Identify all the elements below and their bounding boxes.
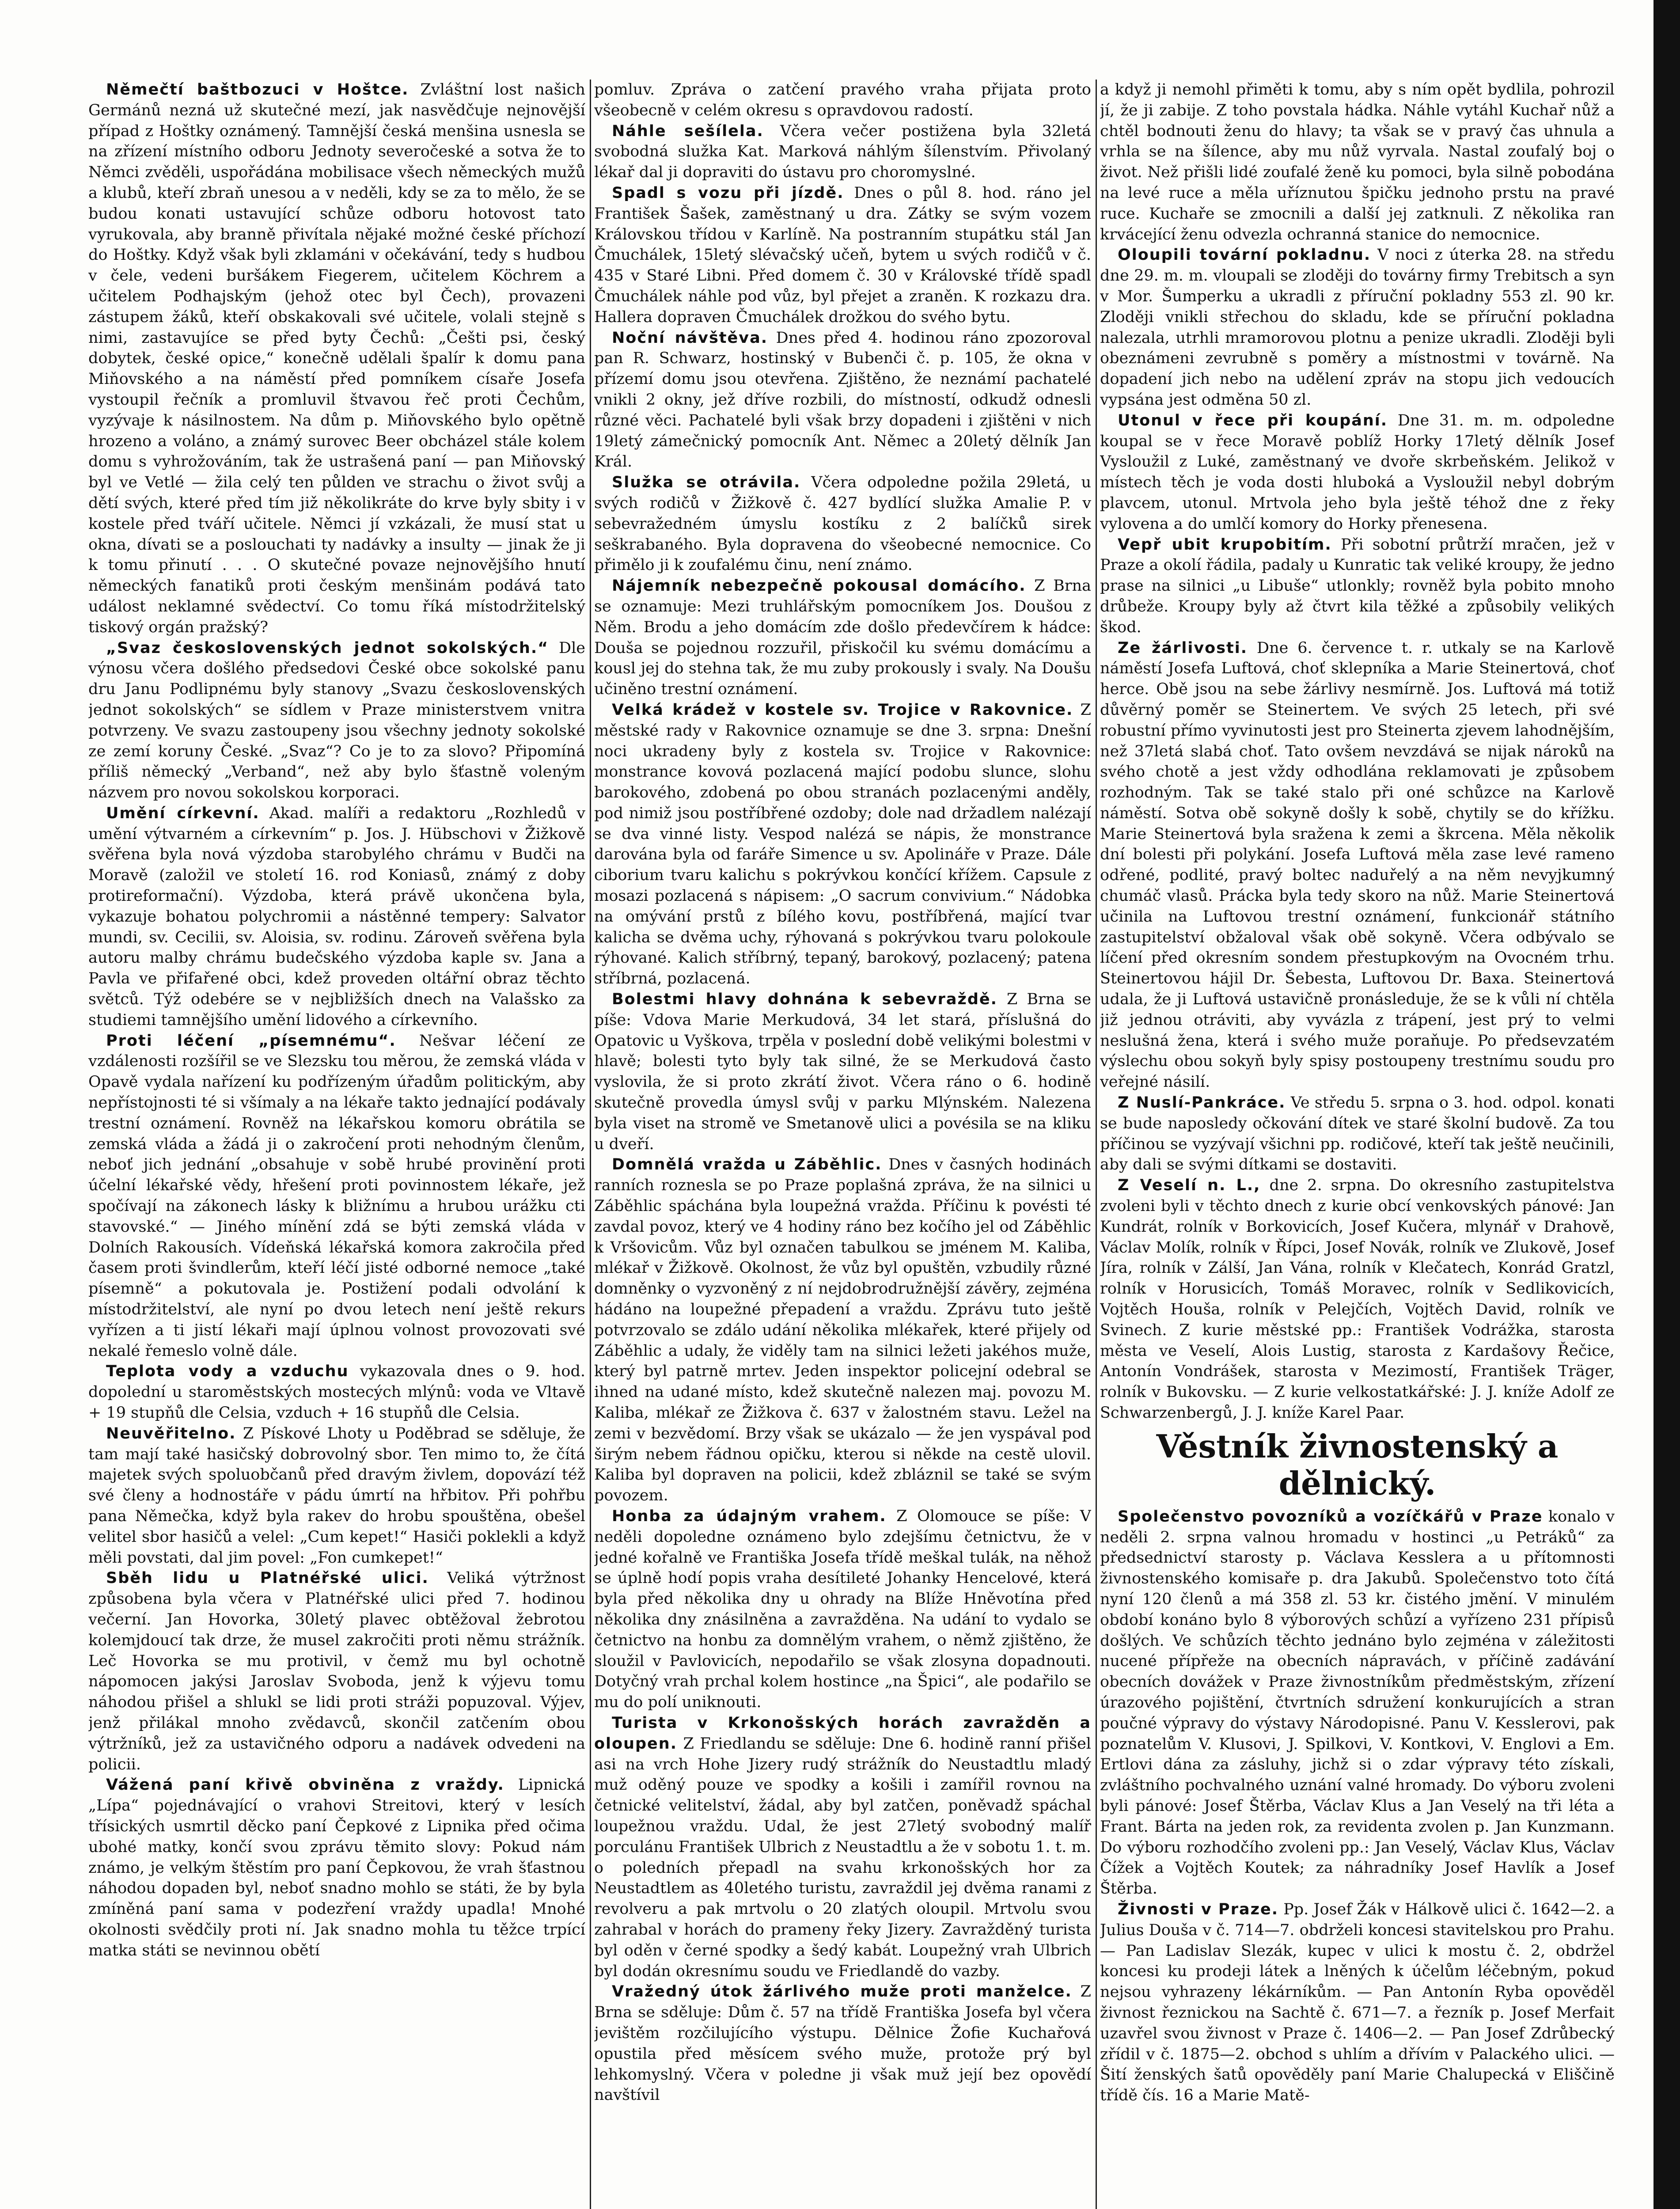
article: [594, 328, 1091, 473]
article-headline: Sběh lidu u Platnéřské ulici.: [106, 1569, 429, 1587]
article: [1100, 1899, 1615, 2106]
article-body: Z městské rady v Rakovnice oznamuje se dne 3. srpna: Dnešní noci ukradeny byly z kostela sv. Trojice v Rakovnice: monstrance kovová pozlacená mající podobu slunce, slohu barokového, zdobená po obou stranách pozlacenými anděly, pod nimiž jsou postříbřené ozdoby; dole nad držadlem nalézají se dva vinné listy. Vespod nalézá se nápis, že monstrance darována byla od faráře Simence u sv. Apolináře v Praze. Dále ciborium tvaru kalichu s pokrývkou končící křížem. Capsule z mosazi pozlacená s nápisem: „O sacrum convivium.“ Nádobka na omývání prstů z bílého kovu, postříbřená, mající tvar kalicha se dvěma uchy, rýhovaná s pokrývkou tvaru polokoule rýhované. Kalich stříbrný, tepaný, barokový, pozlacený; patena stříbrná, pozlacená.: [594, 701, 1091, 988]
column-3: [1100, 80, 1615, 2209]
article: [1100, 1093, 1615, 1175]
article-body: V noci z úterka 28. na středu dne 29. m. m. vloupali se zloději do továrny firmy Trebitsch a syn v Mor. Šumperku a ukradli z příruční pokladny 553 zl. 90 kr. Zloději vnikli střechou do skladu, kde se příruční pokladna nalezala, utrhli mramorovou plotnu a penize ukradli. Zloději byli obeznámeni zevrubně s poměry a místnostmi v továrně. Na dopadení jich nebo na udělení zpráv na stopu jich vedoucích vypsána jest odměna 50 zl.: [1100, 246, 1615, 409]
article-body: konalo v neděli 2. srpna valnou hromadu v hostinci „u Petráků“ za předsednictví starosty p. Václava Kesslera a u přítomnosti živnostenského komisaře p. dra Jakubů. Společenstvo toto čítá nyní 120 členů a má 358 zl. 53 kr. čistého jmění. V minulém období konáno bylo 8 výborových schůzí a vyřízeno 231 přípisů došlých. Ve schůzích těchto jednáno bylo zejména v záležitosti nucené přípřeže na obecních nápravách, v příčině zadávání obecních dovážek v Praze živnostníkům předměstským, zřízení úrazového pojištění, čtvrtních sdružení konkurujících a stran poučné výpravy do výstavy Národopisné. Panu V. Kesslerovi, pak poznatelům V. Klusovi, J. Spilkovi, V. Kontkovi, V. Englovi a Em. Ertlovi dána za zásluhy, jichž si o zdar výpravy této získali, zvláštního pochvalného uznání valné hromady. Do výboru zvoleni byli pánové: Josef Štěrba, Václav Klus a Jan Veselý na tři léta a Frant. Bárta na jeden rok, za revidenta zvolen p. Jan Kunzmann. Do výboru rozhodčího zvoleni pp.: Jan Veselý, Václav Klus, Václav Čížek a Vojtěch Koutek; za náhradníky Josef Havlík a Josef Štěrba.: [1100, 1507, 1615, 1898]
article-headline: Oloupili tovární pokladnu.: [1118, 246, 1371, 264]
article-headline: Noční návštěva.: [612, 329, 768, 347]
article: [1100, 1507, 1615, 1899]
article-headline: Bolestmi hlavy dohnána k sebevraždě.: [612, 991, 997, 1009]
article-body: Dle výnosu včera došlého předsedovi České obce sokolské panu dru Janu Podlipnému byly stanovy „Svazu československých jednot sokolských“ se sídlem v Praze ministerstvem vnitra potvrzeny. Ve svazu zastoupeny jsou všechny jednoty sokolské ze zemí koruny České. „Svaz“? Co je to za slovo? Připomíná příliš německý „Verband“, než aby bylo šťastně voleným názvem pro novou sokolskou korporaci.: [88, 639, 585, 802]
article: [88, 1031, 585, 1362]
article: [1100, 535, 1615, 638]
article-headline: Spadl s vozu při jízdě.: [612, 184, 844, 202]
article-headline: Honba za údajným vrahem.: [612, 1507, 887, 1525]
article-body: Dne 6. července t. r. utkaly se na Karlově náměstí Josefa Luftová, choť sklepníka a Marie Steinertová, choť herce. Obě jsou na sebe žárlivy nesmírně. Jos. Luftová má totiž důvěrný poměr se Steinertem. Ve svých 25 letech, při své robustní přímo vyvinutosti jest pro Steinerta zjevem lahodnějším, než 37letá slabá choť. Tato ovšem nevzdává se nijak nároků na svého chotě a jest vždy odhodlána reklamovati je způsobem rozhodným. Tak se také stalo při oné schůzce na Karlově náměstí. Sotva obě sokyně došly k sobě, chytily se do křížku. Marie Steinertová byla sražena k zemi a škrcena. Měla několik dní bolesti při polykání. Josefa Luftová měla zase levé rameno odřené, podlité, pravý boltec naduřelý a na něm nevyjkumný chumáč vlasů. Prácka byla tedy skoro na nůž. Marie Steinertová učinila na Luftovou trestní oznámení, funkcionář státního zastupitelství obžaloval však obě sokyně. Včera odbývalo se líčení před okresním sondem přestupkovým na Ovocném trhu. Steinertovou hájil Dr. Šebesta, Luftovou Dr. Baxa. Steinertová udala, že ji Luftová ustavičně pronásleduje, že se k vůli ní chtěla již jednou otráviti, aby vyvázla z trápení, jest prý to velmi neslušná žena, která i svého muže poraňuje. Po předsevzatém výslechu obou sokyň byly spisy postoupeny trestnímu soudu pro veřejné násilí.: [1100, 639, 1615, 1091]
article: [88, 80, 585, 638]
article-body: Nešvar léčení ze vzdálenosti rozšířil se ve Slezsku tou měrou, že zemská vláda v Opavě vydala nařízení ku podřízeným úřadům politickým, aby nepřístojnosti té si všímaly a na lékaře takto jednající podávaly trestní oznámení. Rovněž na lékařskou komoru obrátila se zemská vláda a žádá ji o zakročení proti nehodným členům, neboť jich jednání „obsahuje v sobě hrubé provinění proti účelní lékařské vědy, hřešení proti povinnostem lékaře, jež spočívají na zákonech lásky k bližnímu a hrubou urážku cti stavovské.“ — Jiného mínění zdá se býti zemská vláda v Dolních Rakousích. Vídeňská lékařská komora zakročila před časem proti švindlerům, kteří léčí jisté odborné nemoce „také písemně“ a pokutovala je. Postižení podali odvolání k místodržitelství, ale nyní po dvou letech není ještě rekurs vyřízen a ti jistí lékaři mají úplnou volnost provozovati své nekalé řemeslo volně dále.: [88, 1032, 585, 1360]
article: [88, 1568, 585, 1775]
article-body: Včera odpoledne požila 29letá, u svých rodičů v Žižkově č. 427 bydlící služka Amalie P. v sebevražedném úmyslu kostíku z 2 balíčků sirek seškrabaného. Byla dopravena do všeobecné nemocnice. Co přimělo ji k zoufalému činu, není známo.: [594, 474, 1091, 574]
article-body: Z Brna se oznamuje: Mezi truhlářským pomocníkem Jos. Doušou z Něm. Brodu a jeho domácím zde došlo předevčírem k hádce: Douša se pojednou rozzuřil, přiskočil ku svému domácímu a kousl jej do stehna tak, že mu zuby prokously i svaly. Na Doušu učiněno trestní oznámení.: [594, 577, 1091, 698]
article: [88, 1361, 585, 1423]
article-headline: Teplota vody a vzduchu: [106, 1363, 349, 1381]
article-body: Z Brna se sděluje: Dům č. 57 na třídě Františka Josefa byl včera jevištěm rozčilujícího výstupu. Dělnice Žofie Kuchařová opustila před měsícem svého muže, protože prý byl lehkomyslný. Včera v poledne ji však muž její bez opovědí navštívil: [594, 1983, 1091, 2104]
article-headline: Z Nuslí-Pankráce.: [1118, 1094, 1286, 1112]
article-headline: „Svaz československých jednot sokolských.“: [106, 639, 549, 657]
article: [594, 121, 1091, 183]
article-continuation: pomluv. Zpráva o zatčení pravého vraha přijata proto všeobecně v celém okresu s opravdovou radostí.: [594, 81, 1091, 119]
article: [1100, 638, 1615, 1093]
article: [594, 576, 1091, 700]
article-body: Dne 31. m. m. odpoledne koupal se v řece Moravě poblíž Horky 17letý dělník Josef Vysloužil z Luké, zaměstnaný ve dvoře skrbeňském. Jelikož v místech těch je voda dosti hluboká a Vysloužil nebyl dobrým plavcem, utonul. Mrtvola jeho byla ještě téhož dne z řeky vylovena a do umlčí komory do Horky přenesena.: [1100, 411, 1615, 533]
article: [594, 183, 1091, 328]
article-body: dne 2. srpna. Do okresního zastupitelstva zvoleni byli v těchto dnech z kurie obcí venkovských pánové: Jan Kundrát, rolník v Borkovicích, Josef Kučera, mlynář v Drahově, Václav Molík, rolník v Řípci, Josef Novák, rolník ve Zlukově, Josef Jíra, rolník v Zálší, Jan Vána, rolník v Klečatech, Konrád Gratzl, rolník v Horusicích, Tomáš Moravec, rolník v Sedlikovicích, Vojtěch Houša, rolník v Pelejčích, Vojtěch David, rolník ve Svinech. Z kurie městské pp.: František Vodrážka, starosta města ve Veselí, Alois Lustig, starosta z Kardašovy Řečice, Antonín Vondrášek, starosta v Mezimostí, František Träger, rolník v Bukovsku. — Z kurie velkostatkářské: J. J. kníže Adolf ze Schwarzenbergů, J. J. kníže Karel Paar.: [1100, 1177, 1615, 1422]
article: [88, 638, 585, 803]
article: [88, 1423, 585, 1568]
article: [1100, 245, 1615, 410]
article: [594, 1713, 1091, 1981]
article-headline: Velká krádež v kostele sv. Trojice v Rakovnice.: [612, 701, 1073, 719]
article-headline: Náhle sešílela.: [612, 122, 764, 140]
article-headline: Vepř ubit krupobitím.: [1118, 535, 1332, 554]
article-body: Dnes v časných hodinách ranních roznesla se po Praze poplašná zpráva, že na silnici u Záběhlic spáchána byla loupežná vražda. Příčinu k povésti té zavdal povoz, který ve 4 hodiny ráno bez kočího jel od Záběhlic k Vršovicům. Vůz byl označen tabulkou se jménem M. Kaliba, mlékař v Žižkově. Okolnost, že vůz byl opuštěn, vzbudily různé domněnky o vyzvoněný z ní nejdobrodružnější závěry, zejména hádáno na loupežné přepadení a vraždu. Zprávu tuto ještě potvrzovalo se zdálo udání několika mlékařek, které přijely od Záběhlic a udaly, že viděly tam na silnici ležeti jakéhos muže, který byl patrně mrtev. Jeden inspektor policejní odebral se ihned na udané místo, kdež skutečně nalezen maj. povozu M. Kaliba, mlékař ze Žižkova č. 637 v žalostném stavu. Ležel na zemi v bezvědomí. Brzy však se ukázalo — že jen vyspával pod širým nebem řádnou opičku, kterou si někde na cestě ulovil. Kaliba byl dopraven na policii, kdež zbláznil se také se svým povozem.: [594, 1156, 1091, 1505]
article-body: Dnes před 4. hodinou ráno zpozoroval pan R. Schwarz, hostinský v Bubenči č. p. 105, že okna v přízemí domu jsou otevřena. Zjištěno, že neznámí pachatelé vnikli 2 okny, jež dříve rozbili, do místností, odkudž odnesli různé věci. Pachatelé byli však brzy dopadeni i zjištěni v nich 19letý zámečnický pomocník Ant. Němec a 20letý dělník Jan Král.: [594, 329, 1091, 471]
column-rule: [1096, 80, 1097, 2209]
article: [594, 1506, 1091, 1713]
article: [594, 1981, 1091, 2106]
article-headline: Nájemník nebezpečně pokousal domácího.: [612, 577, 1026, 595]
article: [594, 700, 1091, 989]
article: [594, 989, 1091, 1154]
article-headline: Služka se otrávila.: [612, 474, 801, 492]
article-headline: Z Veselí n. L.,: [1118, 1177, 1261, 1195]
article: [1100, 1175, 1615, 1423]
article-headline: Turista v Krkonošských horách zavražděn a oloupen.: [594, 1714, 1091, 1753]
article: [88, 803, 585, 1031]
article-headline: Neuvěřitelno.: [106, 1424, 236, 1442]
article-headline: Utonul v řece při koupání.: [1118, 411, 1388, 429]
column-rule: [590, 80, 591, 2209]
article-headline: Vražedný útok žárlivého muže proti manželce.: [612, 1983, 1072, 2001]
article-body: Z Pískové Lhoty u Poděbrad se sděluje, že tam mají také hasičský dobrovolný sbor. Ten mimo to, že čítá majetek svých spoluobčanů před dravým živlem, dopovází též své členy a hodnostáře v pádu úmrtí na hřbitov. Při pohřbu pana Němečka, když byla rakev do hrobu spouštěna, obešel velitel sbor hasičů a velel: „Cum kepet!“ Hasiči poklekli a když měli povstati, dal jim povel: „Fon cumkepet!“: [88, 1424, 585, 1567]
article: [1100, 410, 1615, 535]
article: [594, 1154, 1091, 1506]
article-body: Ve středu 5. srpna o 3. hod. odpol. konati se bude naposledy očkování dítek ve staré školní budově. Za tou příčinou se vyzývají všichni pp. rodičové, kteří tak ještě neučinili, aby dali se svými dítkami se dostaviti.: [1100, 1094, 1615, 1174]
article-body: Veliká výtržnost způsobena byla včera v Platnéřské ulici před 7. hodinou večerní. Jan Hovorka, 30letý plavec obtěžoval žebrotou kolemjdoucí tak drze, že musel zakročiti proti němu strážník. Leč Hovorka se mu protivil, v čemž mu byl ochotně nápomocen jakýsi Jaroslav Svoboda, jenž k výjevu tomu náhodou přišel a shlukl se lidi proti stráži popuzoval. Výjev, jenž přilákal mnoho zvědavců, skončil zatčením obou výtržníků, jež za ustavičného odporu a nadávek odvedeni na policii.: [88, 1569, 585, 1773]
article-headline: Společenstvo povozníků a vozíčkářů v Praze: [1118, 1507, 1543, 1526]
article-body: Akad. malíři a redaktoru „Rozhledů v umění výtvarném a církevním“ p. Jos. J. Hübschovi v Žižkově svěřena byla nová výzdoba starobylého chrámu v Budči na Moravě (založil ve století 16. rod Koniasů, známý z doby protireformační). Výzdoba, která právě ukončena byla, vykazuje bohatou polychromii a nástěnné tempery: Salvator mundi, sv. Cecilii, sv. Aloisia, sv. rodinu. Zároveň svěřena byla autoru malby chrámu budečského výzdoba kaple sv. Jana a Pavla ve přifařené obci, kdež proveden oltářní obraz těchto světců. Týž odebére se v nejbližších dnech na Valašsko za studiemi tamnějšího umění lidového a církevního.: [88, 804, 585, 1029]
article-headline: Proti léčení „písemnému“.: [106, 1032, 396, 1050]
article-body: Dnes o půl 8. hod. ráno jel František Šašek, zaměstnaný u dra. Zátky se svým vozem Královskou třídou v Karlíně. Na postranním stupátku stál Jan Čmuchálek, 15letý slévačský učeň, bytem u svých rodičů v č. 435 v Staré Libni. Před domem č. 30 v Královské třídě spadl Čmuchálek náhle pod vůz, byl přejet a zraněn. K rozkazu dra. Hallera dopraven Čmuchálek drožkou do svého bytu.: [594, 184, 1091, 326]
article-body: Včera večer postižena byla 32letá svobodná služka Kat. Marková náhlým šílenstvím. Přivolaný lékař dal ji dopraviti do ústavu pro choromyslné.: [594, 122, 1091, 182]
column-1: [88, 80, 585, 2209]
article-body: vykazovala dnes o 9. hod. dopolední u staroměstských mostecých mlýnů: voda ve Vltavě + 19 stupňů dle Celsia, vzduch + 16 stupňů dle Celsia.: [88, 1363, 585, 1422]
article: [594, 472, 1091, 576]
article-continuation: a když ji nemohl přiměti k tomu, aby s ním opět bydlila, pohrozil jí, že ji zabije. Z toho povstala hádka. Náhle vytáhl Kuchař nůž a chtěl bodnouti ženu do hlavy; ta však se v pravý čas uhnula a vrhla se na šílence, aby mu nůž vyrvala. Nastal zoufalý boj o život. Než přišli lidé zoufalé ženě ku pomoci, byla silně pobodána na levé ruce a měla uříznutou špičku jednoho prstu na pravé ruce. Kuchaře se zmocnili a další jej zatknuli. Z několika ran krvácející ženu odvezla ochranná stanice do nemocnice.: [1100, 81, 1615, 243]
article-body: Z Friedlandu se sděluje: Dne 6. hodině ranní přišel asi na vrch Hohe Jizery rudý strážník do Neustadtlu mladý muž oděný pouze ve spodky a košili i zamířil rovnou na četnické velitelství, žádal, aby byl zatčen, poněvadž spáchal loupežnou vraždu. Udal, že jest 27letý svobodný malíř porculánu František Ulbrich z Neustadtlu a že v sobotu 1. t. m. o poledních přepadl na svahu krkonošských hor za Neustadtlem as 40letého turistu, zavraždil jej dvěma ranami z revolveru a pak mrtvolu o 20 zlatých oloupil. Mrtvolu svou zahrabal v horách do prameny řeky Jizery. Zavražděný turista byl oděn v černé spodky a šedý kabát. Loupežný vrah Ulbrich byl dodán okresnímu soudu ve Friedlandě do vazby.: [594, 1735, 1091, 1980]
article-body: Zvláštní lost našich Germánů nezná už skutečné mezí, jak nasvědčuje nejnovější případ z Hoštky oznámený. Tamnější česká menšina usnesla se na zřízení místního odboru Jednoty severočeské a sotva že to Němci zvěděli, uspořádána mobilisace všech německých mužů a klubů, kteří zbraň unesou a v neděli, kdy se za to mělo, že se budou konati ustavující schůze odboru hotovost tato vyrukovala, aby branně přivítala nějaké možné české příchozí do Hoštky. Když však byli zklamáni v očekávání, tedy s hudbou v čele, vedeni buršákem Fiegerem, učitelem Köchrem a učitelem Podhajským (jehož otec byl Čech), provazeni zástupem žáků, kteří obskakovali své učitele, volali stejně s nimi, zastavujíce se před byty Čechů: „Češti psi, český dobytek, české opice,“ konečně udělali špalír k domu pana Miňovského a na náměstí před pomníkem císaře Josefa vystoupil řečník a promluvil štvavou řeč proti Čechům, vyzývaje k násilnostem. Na dům p. Miňovského bylo opětně hrozeno a voláno, a známý surovec Beer obcházel stále kolem domu s vyhrožováním, tak že ustrašená paní — pan Miňovský byl ve Vetlé — žila celý ten půlden ve strachu o život svůj a dětí svých, které před tím již několikráte do krve byly sbity i v kostele před tváří učitele. Němci jí vzkázali, že musí stat u okna, dívati se a poslouchati ty nadávky a insulty — jinak že ji k tomu přinutí . . . O skutečné povaze nejnovějšího hnutí německých fanatiků proti českým menšinám podává tato událost neklamné svědectví. Co tomu říká místodržitelský tiskový orgán pražský?: [88, 81, 585, 636]
article-headline: Vážená paní křivě obviněna z vraždy.: [106, 1776, 504, 1794]
article-body: Při sobotní průtrží mračen, jež v Praze a okolí řádila, padaly u Kunratic tak veliké kroupy, že jedno prase na silnici „u Libuše“ utlonkly; rovněž byla pobito mnoho drůbeže. Kroupy byly až čtvrt kila těžké a způsobily velikých škod.: [1100, 535, 1615, 636]
article: [88, 1775, 585, 1961]
article-headline: Umění církevní.: [106, 804, 260, 822]
article-body: Z Olomouce se píše: V neděli dopoledne oznámeno bylo zdejšímu četnictvu, že v jedné kořalně ve Františka Josefa třídě meškal tulák, na něhož se úplně hodí popis vraha desítileté Johanky Hencelové, která byla před několika dny u ohrady na Blíže Hněvotína před několika dny znásilněna a zavražděna. Na udání to vydalo se četnictvo na honbu za domnělým vrahem, o němž zjištěno, že sloužil v Pavlovicích, nepodařilo se však zlosyna dopadnouti. Dotyčný vrah prchal kolem hostince „na Špici“, ale podařilo se mu do polí uniknouti.: [594, 1507, 1091, 1712]
article-body: Z Brna se píše: Vdova Marie Merkudová, 34 let stará, příslušná do Opatovic u Vyškova, trpěla v poslední době velikými bolestmi v hlavě; bolesti tyto byly tak silné, že se Merkudová často vyslovila, že si proto zkrátí život. Včera ráno o 6. hodině skutečně provedla úmysl svůj v parku Mlýnském. Nalezena byla viset na stromě ve Smetanově ulici a povésila se na kliku u dveří.: [594, 991, 1091, 1153]
section-heading: Věstník živnostenský a dělnický.: [1156, 1427, 1559, 1502]
article-body: Lipnická „Lípa“ pojednávající o vrahovi Streitovi, který v lesích třísických usmrtil děcko paní Čepkové z Lipnika před očima ubohé matky, končí svou zprávu těmito slovy: Pokud nám známo, je velkým štěstím pro paní Čepkovou, že vrah šťastnou náhodou dopaden byl, neboť snadno mohlo se státi, že by byla zmíněná paní sama v podezření vraždy upadla! Mnohé okolnosti svědčily proti ní. Jak snadno mohla tu těžce trpící matka státi se nevinnou obětí: [88, 1776, 585, 1959]
article-headline: Ze žárlivosti.: [1118, 639, 1248, 657]
article-headline: Domnělá vražda u Záběhlic.: [612, 1156, 882, 1174]
page-edge: [1653, 0, 1680, 2209]
column-2: [594, 80, 1091, 2209]
article-headline: Němečtí baštbozuci v Hoštce.: [106, 81, 409, 99]
article-headline: Živnosti v Praze.: [1118, 1900, 1278, 1918]
article-body: Pp. Josef Žák v Hálkově ulici č. 1642—2. a Julius Douša v č. 714—7. obdrželi koncesi stavitelskou pro Prahu. — Pan Ladislav Slezák, kupec v ulici k mostu č. 2, obdržel koncesi ku prodeji látek a lněných k účelům léčebným, pokud nejsou vyhrazeny lékárníkům. — Pan Antonín Ryba opověděl živnost řeznickou na Sachtě č. 671—7. a řezník p. Josef Merfait uzavřel svou živnost v Praze č. 1406—2. — Pan Josef Zdrůbecký zřídil v č. 1875—2. obchod s uhlím a dřívím v Palackého ulici. — Šití ženských šatů opověděly paní Marie Chalupecká v Eliščině třídě čís. 16 a Marie Matě-: [1100, 1900, 1615, 2105]
